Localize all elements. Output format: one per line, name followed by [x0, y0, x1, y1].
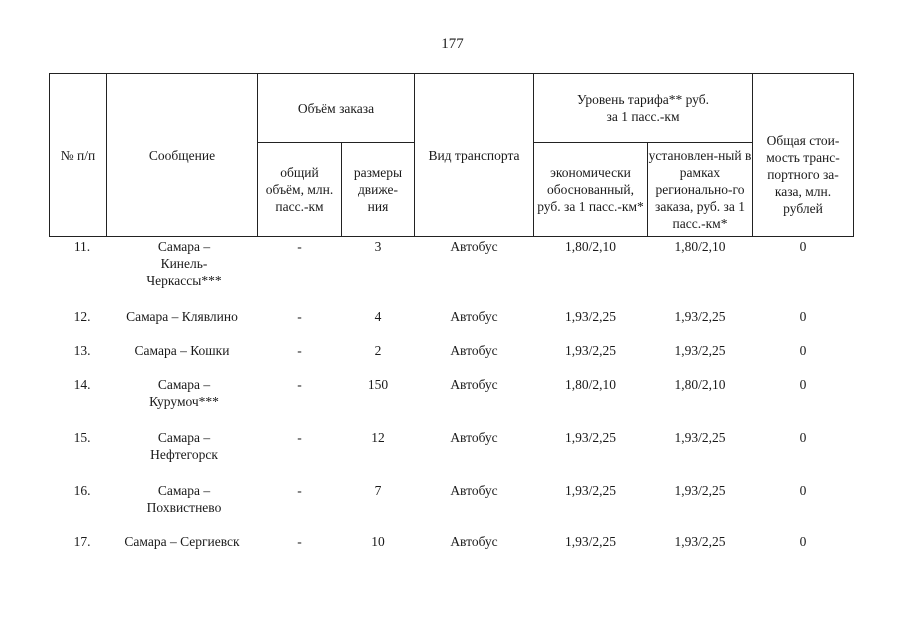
cell-route: Самара – Похвистнево [146, 483, 222, 515]
cell-transport: Автобус [450, 343, 498, 358]
cell-transport: Автобус [450, 483, 498, 498]
cell-total-cost: 0 [799, 534, 807, 549]
cell-volume: - [297, 534, 302, 549]
header-volume-total: общий объём, млн. пасс.-км [257, 142, 342, 237]
header-volume-group: Объём заказа [257, 73, 415, 143]
cell-total-cost: 0 [799, 343, 807, 358]
cell-route: Самара – Сергиевск [124, 534, 240, 549]
cell-frequency: 4 [374, 309, 382, 324]
cell-num: 15. [73, 430, 91, 445]
cell-num: 17. [73, 534, 91, 549]
cell-tariff-econ: 1,93/2,25 [564, 309, 616, 324]
cell-num: 12. [73, 309, 91, 324]
cell-tariff-set: 1,93/2,25 [674, 534, 726, 549]
cell-total-cost: 0 [799, 377, 807, 392]
header-transport: Вид транспорта [414, 73, 534, 237]
header-tariff-group: Уровень тарифа** руб. за 1 пасс.-км [533, 73, 753, 143]
header-volume-freq: размеры движе-ния [341, 142, 415, 237]
cell-tariff-econ: 1,93/2,25 [564, 343, 616, 358]
header-num: № п/п [49, 73, 107, 237]
cell-frequency: 7 [374, 483, 382, 498]
cell-route: Самара – Кинель-Черкассы*** [146, 239, 222, 288]
cell-route: Самара – Клявлино [126, 309, 238, 324]
cell-tariff-set: 1,93/2,25 [674, 483, 726, 498]
cell-tariff-econ: 1,80/2,10 [564, 377, 616, 392]
cell-total-cost: 0 [799, 430, 807, 445]
header-tariff-set: установлен-ный в рамках регионально-го заказа, руб. за 1 пасс.-км* [647, 142, 753, 237]
page-number: 177 [441, 36, 464, 52]
header-route: Сообщение [106, 73, 258, 237]
cell-frequency: 3 [374, 239, 382, 254]
cell-total-cost: 0 [799, 483, 807, 498]
cell-tariff-econ: 1,93/2,25 [564, 534, 616, 549]
cell-route: Самара – Кошки [134, 343, 230, 358]
cell-frequency: 2 [374, 343, 382, 358]
cell-volume: - [297, 239, 302, 254]
header-tariff-econ: экономически обоснованный, руб. за 1 пасс.-км* [533, 142, 648, 237]
cell-tariff-set: 1,80/2,10 [674, 239, 726, 254]
cell-transport: Автобус [450, 534, 498, 549]
cell-total-cost: 0 [799, 239, 807, 254]
cell-volume: - [297, 377, 302, 392]
cell-num: 16. [73, 483, 91, 498]
cell-tariff-set: 1,80/2,10 [674, 377, 726, 392]
cell-frequency: 10 [371, 534, 385, 549]
cell-num: 14. [73, 377, 91, 392]
cell-tariff-set: 1,93/2,25 [674, 343, 726, 358]
cell-tariff-econ: 1,93/2,25 [564, 483, 616, 498]
header-total-cost: Общая стои-мость транс-портного за-каза, млн. рублей [752, 73, 854, 237]
cell-transport: Автобус [450, 377, 498, 392]
cell-total-cost: 0 [799, 309, 807, 324]
cell-volume: - [297, 309, 302, 324]
cell-volume: - [297, 430, 302, 445]
cell-volume: - [297, 483, 302, 498]
cell-transport: Автобус [450, 309, 498, 324]
cell-volume: - [297, 343, 302, 358]
cell-tariff-set: 1,93/2,25 [674, 309, 726, 324]
cell-num: 13. [73, 343, 91, 358]
table-header [49, 73, 854, 237]
cell-frequency: 150 [367, 377, 389, 392]
cell-transport: Автобус [450, 239, 498, 254]
cell-transport: Автобус [450, 430, 498, 445]
cell-frequency: 12 [371, 430, 385, 445]
cell-num: 11. [73, 239, 91, 254]
cell-tariff-econ: 1,93/2,25 [564, 430, 616, 445]
cell-tariff-econ: 1,80/2,10 [564, 239, 616, 254]
cell-route: Самара – Курумоч*** [149, 377, 219, 409]
cell-tariff-set: 1,93/2,25 [674, 430, 726, 445]
cell-route: Самара – Нефтегорск [150, 430, 218, 462]
